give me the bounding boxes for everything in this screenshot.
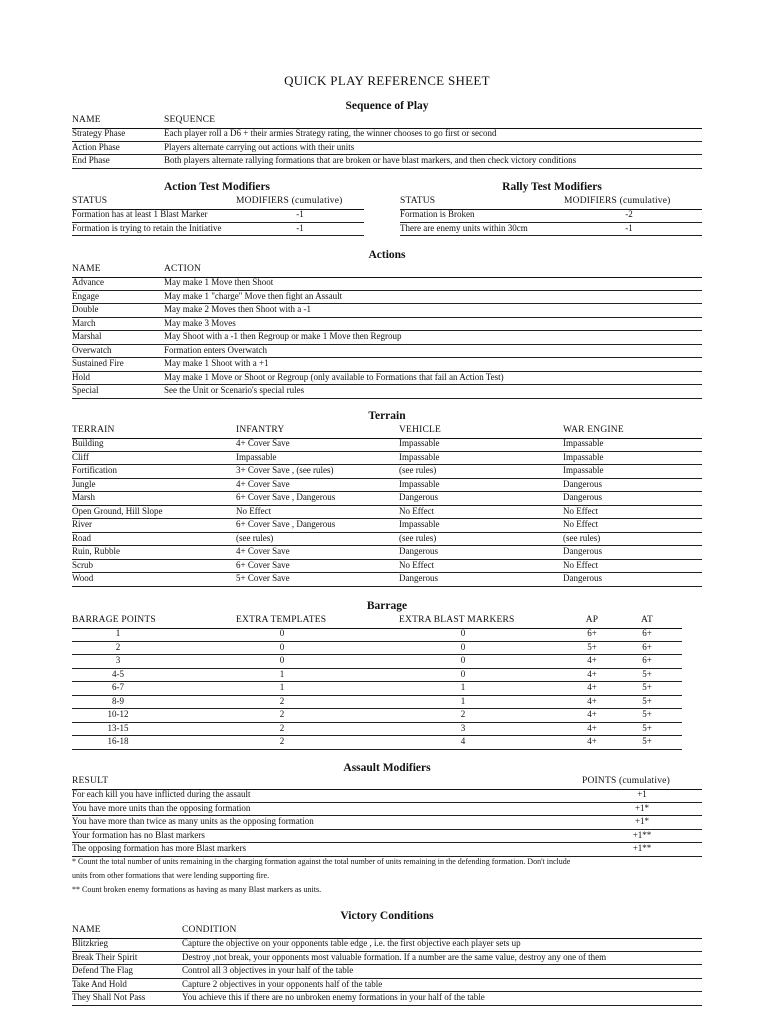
table-cell: Blitzkrieg bbox=[72, 938, 108, 948]
table-cell: 3 bbox=[460, 722, 466, 733]
table-cell: 3 bbox=[115, 655, 121, 665]
table-cell: 4+ bbox=[587, 695, 597, 706]
table-row bbox=[72, 627, 682, 642]
action-test-modifiers-title: Action Test Modifiers bbox=[163, 181, 271, 193]
table-cell: May make 1 Shoot with a +1 bbox=[164, 358, 269, 368]
table-row bbox=[72, 722, 682, 737]
column-header: SEQUENCE bbox=[164, 115, 216, 125]
table-cell: 0 bbox=[460, 628, 466, 638]
table-cell: 8-9 bbox=[112, 695, 124, 706]
table-cell: Dangerous bbox=[399, 573, 438, 583]
table-cell: 3+ Cover Save , (see rules) bbox=[236, 465, 334, 475]
table-cell: Hold bbox=[72, 371, 90, 382]
table-cell: You have more than twice as many units as the opposing formation bbox=[72, 816, 314, 826]
table-cell: No Effect bbox=[399, 559, 435, 570]
table-cell: 1 bbox=[279, 668, 285, 679]
table-row bbox=[72, 464, 702, 479]
table-cell: Dangerous bbox=[399, 492, 438, 502]
table-row bbox=[72, 951, 702, 966]
table-cell: 4+ bbox=[587, 655, 597, 665]
table-cell: Special bbox=[72, 385, 99, 395]
table-cell: 6+ Cover Save , Dangerous bbox=[236, 519, 336, 529]
table-cell: 0 bbox=[279, 655, 285, 665]
table-row bbox=[72, 437, 702, 452]
table-row bbox=[72, 937, 702, 952]
table-cell: 2 bbox=[115, 641, 121, 652]
table-cell: 16-18 bbox=[107, 736, 129, 746]
table-cell: Impassable bbox=[399, 519, 440, 529]
table-cell: Each player roll a D6 + their armies Strategy rating, the winner chooses to go first or second bbox=[164, 128, 497, 138]
table-cell: There are enemy units within 30cm bbox=[400, 222, 528, 233]
table-cell: For each kill you have inflicted during the assault bbox=[72, 789, 251, 799]
table-cell: -2 bbox=[625, 209, 633, 219]
table-cell: 5+ bbox=[642, 736, 652, 746]
table-row bbox=[72, 788, 702, 803]
table-cell: 6+ bbox=[642, 655, 652, 665]
table-cell: Break Their Spirit bbox=[72, 951, 138, 962]
table-cell: Building bbox=[72, 438, 104, 448]
rally-test-modifiers-title: Rally Test Modifiers bbox=[502, 181, 602, 193]
table-row bbox=[72, 344, 702, 359]
table-row bbox=[72, 978, 702, 993]
table-cell: Double bbox=[72, 304, 99, 314]
table-row bbox=[72, 276, 702, 291]
table-cell: Destroy ,not break, your opponents most valuable formation. If a number are the same value, destroy any one of them bbox=[182, 951, 607, 962]
table-cell: Both players alternate rallying formations that are broken or have blast markers, and then check victory conditions bbox=[164, 155, 577, 165]
column-header: NAME bbox=[72, 925, 101, 935]
table-row bbox=[72, 802, 702, 817]
table-cell: They Shall Not Pass bbox=[72, 992, 146, 1002]
table-row bbox=[72, 708, 682, 723]
table-cell: 5+ bbox=[642, 695, 652, 706]
table-row bbox=[72, 371, 702, 386]
column-header: RESULT bbox=[72, 776, 109, 786]
table-cell: End Phase bbox=[72, 155, 110, 165]
footnote: units from other formations that were lending supporting fire. bbox=[72, 871, 270, 880]
table-row bbox=[72, 330, 702, 345]
table-cell: Open Ground, Hill Slope bbox=[72, 505, 163, 516]
table-cell: Formation is trying to retain the Initiative bbox=[72, 222, 222, 233]
table-row bbox=[72, 491, 702, 506]
table-cell: Advance bbox=[72, 277, 104, 287]
table-cell: May make 1 "charge" Move then fight an Assault bbox=[164, 290, 343, 301]
table-cell: 1 bbox=[460, 695, 466, 706]
column-header: TERRAIN bbox=[72, 425, 115, 435]
table-cell: Dangerous bbox=[563, 492, 602, 502]
table-cell: 5+ bbox=[642, 682, 652, 692]
table-cell: 0 bbox=[279, 628, 285, 638]
table-row bbox=[72, 668, 682, 683]
actions-table-title: Actions bbox=[368, 249, 406, 261]
table-cell: 10-12 bbox=[107, 709, 129, 719]
victory-conditions-title: Victory Conditions bbox=[340, 910, 434, 922]
table-cell: Impassable bbox=[563, 465, 604, 475]
table-row bbox=[72, 991, 702, 1006]
table-cell: The opposing formation has more Blast markers bbox=[72, 843, 246, 853]
table-cell: March bbox=[72, 317, 96, 328]
footnote: ** Count broken enemy formations as having as many Blast markers as units. bbox=[72, 885, 322, 894]
table-cell: No Effect bbox=[399, 505, 435, 516]
table-row bbox=[72, 317, 702, 332]
table-row bbox=[72, 303, 702, 318]
table-cell: 5+ bbox=[642, 668, 652, 679]
table-row bbox=[400, 208, 702, 223]
table-row bbox=[72, 154, 702, 169]
table-row bbox=[72, 572, 702, 587]
table-cell: Road bbox=[72, 532, 91, 543]
barrage-table-title: Barrage bbox=[366, 600, 408, 612]
table-cell: Your formation has no Blast markers bbox=[72, 829, 205, 840]
table-row bbox=[72, 357, 702, 372]
table-cell: 13-15 bbox=[107, 722, 129, 733]
column-header: EXTRA BLAST MARKERS bbox=[399, 615, 515, 625]
table-cell: May make 3 Moves bbox=[164, 317, 236, 328]
table-cell: 2 bbox=[279, 695, 285, 706]
column-header: MODIFIERS (cumulative) bbox=[236, 196, 343, 206]
table-cell: Engage bbox=[72, 290, 99, 301]
table-row bbox=[72, 681, 682, 696]
column-header: EXTRA TEMPLATES bbox=[236, 615, 327, 625]
table-row bbox=[72, 829, 702, 844]
footnote: * Count the total number of units remaining in the charging formation against the total number of units remaining in the defending formation. Don't include bbox=[72, 857, 571, 866]
table-cell: May make 1 Move or Shoot or Regroup (only available to Formations that fail an Action Test) bbox=[164, 371, 504, 382]
table-row bbox=[72, 451, 702, 466]
table-cell: (see rules) bbox=[399, 532, 437, 543]
table-row bbox=[72, 290, 702, 305]
column-header: NAME bbox=[72, 264, 101, 274]
table-cell: Jungle bbox=[72, 478, 96, 489]
table-cell: Wood bbox=[72, 573, 94, 583]
table-cell: No Effect bbox=[563, 559, 599, 570]
table-cell: 6+ bbox=[642, 641, 652, 652]
table-cell: Formation enters Overwatch bbox=[164, 344, 267, 355]
table-cell: 4+ bbox=[587, 668, 597, 679]
table-cell: 0 bbox=[460, 668, 466, 679]
table-cell: 4+ Cover Save bbox=[236, 478, 290, 489]
table-cell: 4+ bbox=[587, 722, 597, 733]
table-cell: You have more units than the opposing formation bbox=[72, 802, 251, 813]
table-cell: Scrub bbox=[72, 559, 93, 570]
table-cell: 5+ Cover Save bbox=[236, 573, 290, 583]
table-row bbox=[72, 222, 364, 237]
table-cell: 2 bbox=[279, 709, 285, 719]
table-row bbox=[72, 384, 702, 399]
table-cell: See the Unit or Scenario's special rules bbox=[164, 385, 305, 395]
table-cell: +1* bbox=[634, 816, 650, 826]
table-cell: Impassable bbox=[399, 438, 440, 448]
table-cell: No Effect bbox=[563, 505, 599, 516]
table-cell: 2 bbox=[279, 722, 285, 733]
table-row bbox=[72, 815, 702, 830]
table-cell: Cliff bbox=[72, 451, 89, 462]
table-cell: (see rules) bbox=[563, 532, 601, 543]
table-cell: River bbox=[72, 519, 92, 529]
column-header: INFANTRY bbox=[236, 425, 285, 435]
table-row bbox=[400, 222, 702, 237]
table-cell: Impassable bbox=[563, 451, 604, 462]
table-cell: (see rules) bbox=[399, 465, 437, 475]
table-cell: Formation is Broken bbox=[400, 209, 475, 219]
table-cell: 0 bbox=[279, 641, 285, 652]
assault-modifiers-title: Assault Modifiers bbox=[343, 762, 431, 774]
table-cell: Formation has at least 1 Blast Marker bbox=[72, 209, 208, 219]
sequence-of-play-title: Sequence of Play bbox=[345, 100, 429, 112]
page-title: QUICK PLAY REFERENCE SHEET bbox=[284, 73, 490, 88]
table-cell: Marshal bbox=[72, 331, 102, 341]
table-cell: Action Phase bbox=[72, 141, 120, 152]
column-header: STATUS bbox=[72, 196, 108, 206]
column-header: POINTS (cumulative) bbox=[582, 776, 670, 786]
table-cell: 5+ bbox=[642, 709, 652, 719]
table-cell: Dangerous bbox=[563, 573, 602, 583]
table-cell: 6+ Cover Save bbox=[236, 559, 290, 570]
table-cell: No Effect bbox=[563, 519, 599, 529]
table-cell: 4+ bbox=[587, 682, 597, 692]
table-cell: Capture 2 objectives in your opponents half of the table bbox=[182, 978, 383, 989]
table-cell: Dangerous bbox=[563, 546, 602, 556]
table-cell: (see rules) bbox=[236, 532, 274, 543]
column-header: NAME bbox=[72, 115, 101, 125]
table-cell: Control all 3 objectives in your half of the table bbox=[182, 965, 354, 975]
column-header: AT bbox=[640, 615, 653, 625]
table-row bbox=[72, 141, 702, 156]
column-header: MODIFIERS (cumulative) bbox=[564, 196, 671, 206]
table-cell: No Effect bbox=[236, 505, 272, 516]
table-cell: Dangerous bbox=[563, 478, 602, 489]
table-cell: Capture the objective on your opponents table edge , i.e. the first objective each player sets up bbox=[182, 938, 521, 948]
table-row bbox=[72, 654, 682, 669]
table-cell: 1 bbox=[460, 682, 466, 692]
table-cell: May make 1 Move then Shoot bbox=[164, 277, 274, 287]
table-cell: 4+ bbox=[587, 736, 597, 746]
table-row bbox=[72, 532, 702, 547]
table-cell: Dangerous bbox=[399, 546, 438, 556]
table-row bbox=[72, 208, 364, 223]
column-header: BARRAGE POINTS bbox=[72, 615, 156, 625]
table-cell: Impassable bbox=[399, 451, 440, 462]
table-cell: Impassable bbox=[236, 451, 277, 462]
table-row bbox=[72, 559, 702, 574]
table-row bbox=[72, 735, 682, 750]
table-cell: -1 bbox=[296, 222, 304, 233]
table-row bbox=[72, 641, 682, 656]
table-cell: 1 bbox=[279, 682, 285, 692]
table-cell: +1** bbox=[632, 829, 652, 840]
table-cell: Overwatch bbox=[72, 344, 112, 355]
table-cell: Defend The Flag bbox=[72, 965, 133, 975]
table-row bbox=[72, 545, 702, 560]
table-cell: 5+ bbox=[587, 641, 597, 652]
column-header: WAR ENGINE bbox=[563, 425, 624, 435]
column-header: ACTION bbox=[164, 264, 202, 274]
table-cell: 0 bbox=[460, 655, 466, 665]
column-header: STATUS bbox=[400, 196, 436, 206]
column-header: CONDITION bbox=[182, 925, 237, 935]
table-row bbox=[72, 695, 682, 710]
table-cell: Impassable bbox=[563, 438, 604, 448]
table-cell: 4 bbox=[460, 736, 466, 746]
table-cell: 2 bbox=[460, 709, 466, 719]
table-row bbox=[72, 505, 702, 520]
column-header: VEHICLE bbox=[399, 425, 442, 435]
table-cell: -1 bbox=[625, 222, 633, 233]
table-cell: 5+ bbox=[642, 722, 652, 733]
table-cell: 0 bbox=[460, 641, 466, 652]
table-cell: 6+ bbox=[642, 628, 652, 638]
table-cell: Fortification bbox=[72, 465, 117, 475]
table-row bbox=[72, 518, 702, 533]
table-cell: +1* bbox=[634, 802, 650, 813]
column-header: AP bbox=[585, 615, 599, 625]
table-cell: +1** bbox=[632, 843, 652, 853]
table-cell: Take And Hold bbox=[72, 978, 127, 989]
table-cell: 2 bbox=[279, 736, 285, 746]
table-cell: Sustained Fire bbox=[72, 358, 124, 368]
table-cell: May Shoot with a -1 then Regroup or make 1 Move then Regroup bbox=[164, 331, 402, 341]
table-cell: 4+ Cover Save bbox=[236, 546, 290, 556]
table-cell: Impassable bbox=[399, 478, 440, 489]
table-cell: May make 2 Moves then Shoot with a -1 bbox=[164, 304, 311, 314]
table-cell: 4+ bbox=[587, 709, 597, 719]
table-cell: 4+ Cover Save bbox=[236, 438, 290, 448]
table-row bbox=[72, 478, 702, 493]
table-cell: Strategy Phase bbox=[72, 128, 126, 138]
table-cell: -1 bbox=[296, 209, 304, 219]
table-row bbox=[72, 127, 702, 142]
table-cell: Marsh bbox=[72, 492, 95, 502]
table-cell: You achieve this if there are no unbroken enemy formations in your half of the table bbox=[182, 992, 485, 1002]
table-cell: 6+ bbox=[587, 628, 597, 638]
table-cell: 4-5 bbox=[112, 668, 124, 679]
table-cell: 6-7 bbox=[112, 682, 124, 692]
table-cell: 6+ Cover Save , Dangerous bbox=[236, 492, 336, 502]
table-cell: 1 bbox=[115, 628, 121, 638]
table-row bbox=[72, 964, 702, 979]
table-cell: Ruin, Rubble bbox=[72, 546, 121, 556]
terrain-table-title: Terrain bbox=[368, 410, 406, 422]
table-cell: +1 bbox=[637, 789, 647, 799]
table-cell: Players alternate carrying out actions with their units bbox=[164, 141, 355, 152]
